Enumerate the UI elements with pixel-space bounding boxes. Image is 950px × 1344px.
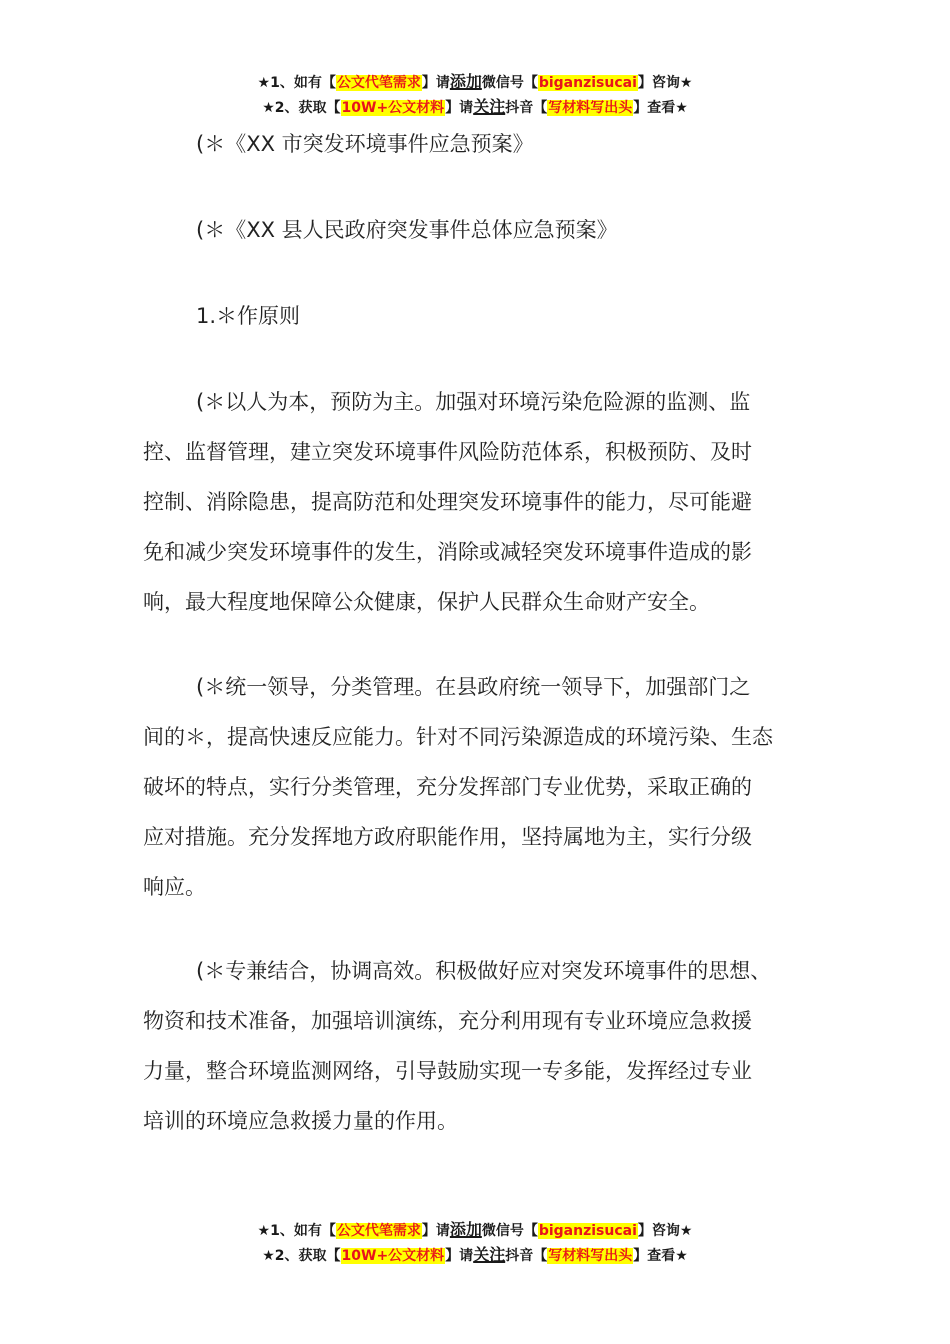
paragraph-unified-leadership: [143, 662, 813, 912]
paragraph-line: 响，最大程度地保障公众健康，保护人民群众生命财产安全。: [143, 590, 710, 614]
douyin-id-highlight: 写材料写出头: [548, 1248, 633, 1264]
banner-text: ★2、获取【: [262, 1248, 341, 1264]
paragraph-line: 应对措施。充分发挥地方政府职能作用，坚持属地为主，实行分级: [143, 825, 752, 849]
douyin-id-highlight: 写材料写出头: [548, 100, 633, 116]
banner-line-2: [0, 95, 950, 120]
banner-underline: 添加: [449, 72, 482, 91]
banner-text: 微信号【: [481, 75, 538, 91]
paragraph-coordination: [143, 946, 813, 1146]
banner-text: 抖音【: [505, 1248, 548, 1264]
paragraph-line: 响应。: [143, 875, 206, 899]
paragraph-line: 控制、消除隐患，提高防范和处理突发环境事件的能力，尽可能避: [143, 490, 752, 514]
wechat-id-highlight: biganzisucai: [538, 75, 637, 91]
banner-text: 微信号【: [481, 1223, 538, 1239]
paragraph-line: (＊统一领导，分类管理。在县政府统一领导下，加强部门之: [196, 675, 751, 699]
footer-banner: [0, 1218, 950, 1268]
banner-text: 】请: [445, 1248, 474, 1264]
banner-text: ★1、如有【: [257, 1223, 336, 1239]
banner-underline: 添加: [449, 1220, 482, 1239]
banner-text: 】请: [445, 100, 474, 116]
banner-highlight: 10W+公文材料: [341, 100, 445, 116]
paragraph-line: 破坏的特点，实行分类管理，充分发挥部门专业优势，采取正确的: [143, 775, 752, 799]
section-heading: 1.＊作原则: [196, 304, 301, 328]
header-banner: [0, 70, 950, 120]
wechat-id-highlight: biganzisucai: [538, 1223, 637, 1239]
banner-text: 】咨询★: [637, 75, 693, 91]
banner-line-2: [0, 1243, 950, 1268]
paragraph-line: 力量，整合环境监测网络，引导鼓励实现一专多能，发挥经过专业: [143, 1059, 752, 1083]
paragraph-line: 间的＊，提高快速反应能力。针对不同污染源造成的环境污染、生态: [143, 725, 773, 749]
banner-highlight: 公文代笔需求: [336, 75, 421, 91]
banner-text: 】请: [421, 1223, 450, 1239]
banner-underline: 关注: [473, 97, 506, 116]
banner-text: 】查看★: [633, 100, 688, 116]
paragraph-line: (＊以人为本，预防为主。加强对环境污染危险源的监测、监: [196, 390, 751, 414]
banner-text: 】咨询★: [637, 1223, 693, 1239]
banner-text: 抖音【: [505, 100, 548, 116]
reference-county-plan: (＊《XX 县人民政府突发事件总体应急预案》: [196, 218, 618, 242]
banner-line-1: [0, 1218, 950, 1243]
paragraph-line: 免和减少突发环境事件的发生，消除或减轻突发环境事件造成的影: [143, 540, 752, 564]
banner-text: 】查看★: [633, 1248, 688, 1264]
paragraph-line: 控、监督管理，建立突发环境事件风险防范体系，积极预防、及时: [143, 440, 752, 464]
banner-line-1: [0, 70, 950, 95]
reference-city-plan: (＊《XX 市突发环境事件应急预案》: [196, 132, 534, 156]
banner-text: 】请: [421, 75, 450, 91]
paragraph-people-first: [143, 377, 813, 627]
paragraph-line: 物资和技术准备，加强培训演练，充分利用现有专业环境应急救援: [143, 1009, 752, 1033]
paragraph-line: 培训的环境应急救援力量的作用。: [143, 1109, 458, 1133]
banner-highlight: 10W+公文材料: [341, 1248, 445, 1264]
banner-highlight: 公文代笔需求: [336, 1223, 421, 1239]
banner-underline: 关注: [473, 1245, 506, 1264]
banner-text: ★1、如有【: [257, 75, 336, 91]
banner-text: ★2、获取【: [262, 100, 341, 116]
paragraph-line: (＊专兼结合，协调高效。积极做好应对突发环境事件的思想、: [196, 959, 772, 983]
